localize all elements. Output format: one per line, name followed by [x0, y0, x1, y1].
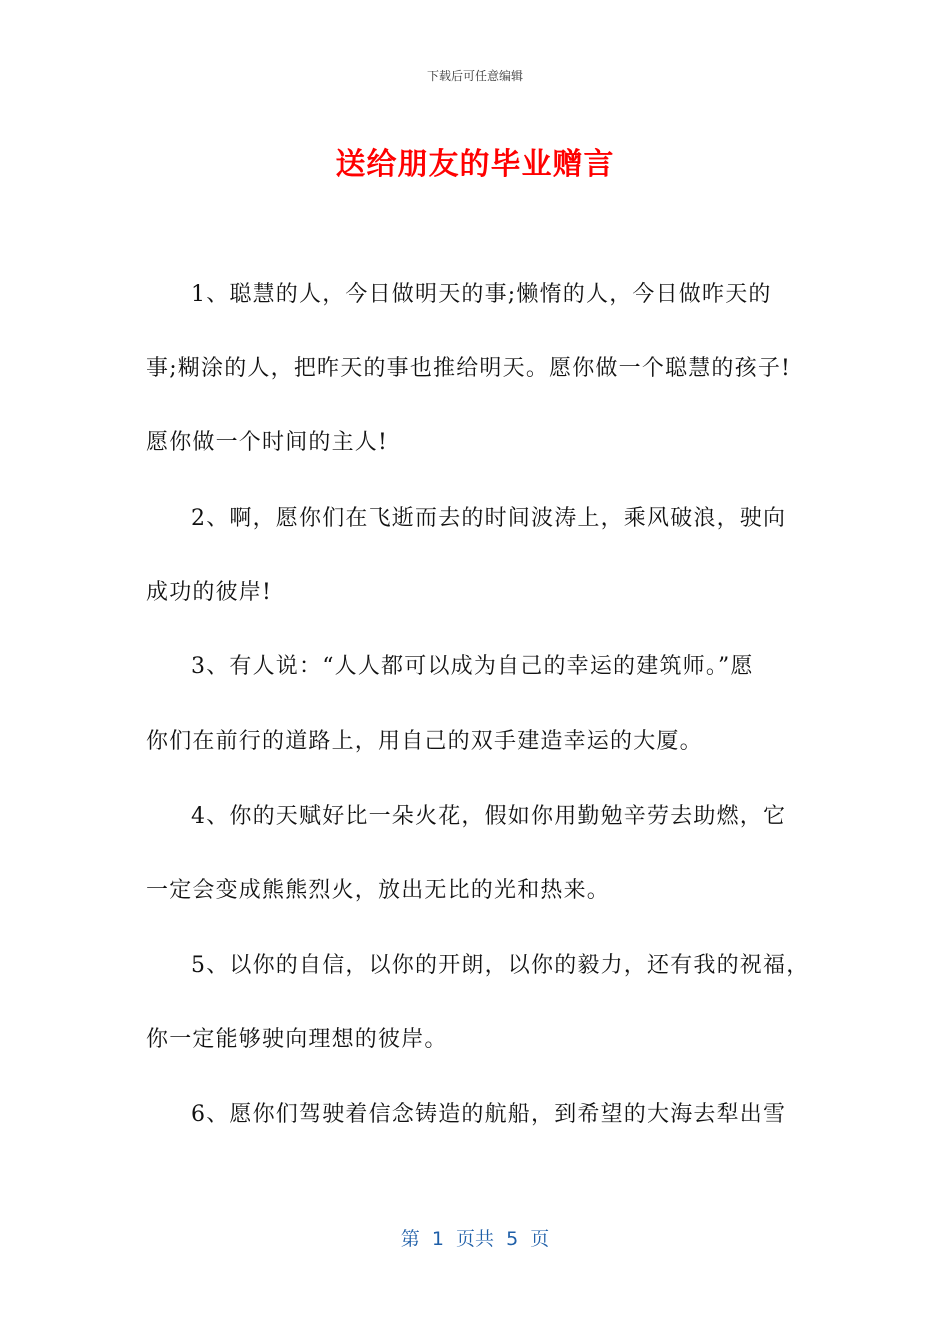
paragraph-line: 2、啊，愿你们在飞逝而去的时间波涛上，乘风破浪，驶向: [191, 506, 787, 531]
paragraph-line: 愿你做一个时间的主人!: [146, 430, 389, 455]
paragraph-line: 事;糊涂的人，把昨天的事也推给明天。愿你做一个聪慧的孩子!: [146, 356, 792, 381]
paragraph-line: 一定会变成熊熊烈火，放出无比的光和热来。: [146, 878, 611, 903]
paragraph-line: 5、以你的自信，以你的开朗，以你的毅力，还有我的祝福，: [191, 953, 810, 978]
paragraph-line: 4、你的天赋好比一朵火花，假如你用勤勉辛劳去助燃，它: [191, 804, 787, 829]
paragraph-line: 你一定能够驶向理想的彼岸。: [146, 1027, 448, 1052]
paragraph-line: 成功的彼岸!: [146, 580, 273, 605]
header-note: 下载后可任意编辑: [426, 69, 523, 83]
page-title: 送给朋友的毕业赠言: [335, 147, 615, 182]
page-number: 第 1 页共 5 页: [400, 1228, 550, 1250]
paragraph-line: 1、聪慧的人，今日做明天的事;懒惰的人，今日做昨天的: [191, 282, 772, 307]
paragraph-line: 3、有人说：“人人都可以成为自己的幸运的建筑师。”愿: [191, 654, 754, 679]
paragraph-line: 你们在前行的道路上，用自己的双手建造幸运的大厦。: [146, 729, 703, 754]
paragraph-line: 6、愿你们驾驶着信念铸造的航船，到希望的大海去犁出雪: [191, 1102, 787, 1127]
